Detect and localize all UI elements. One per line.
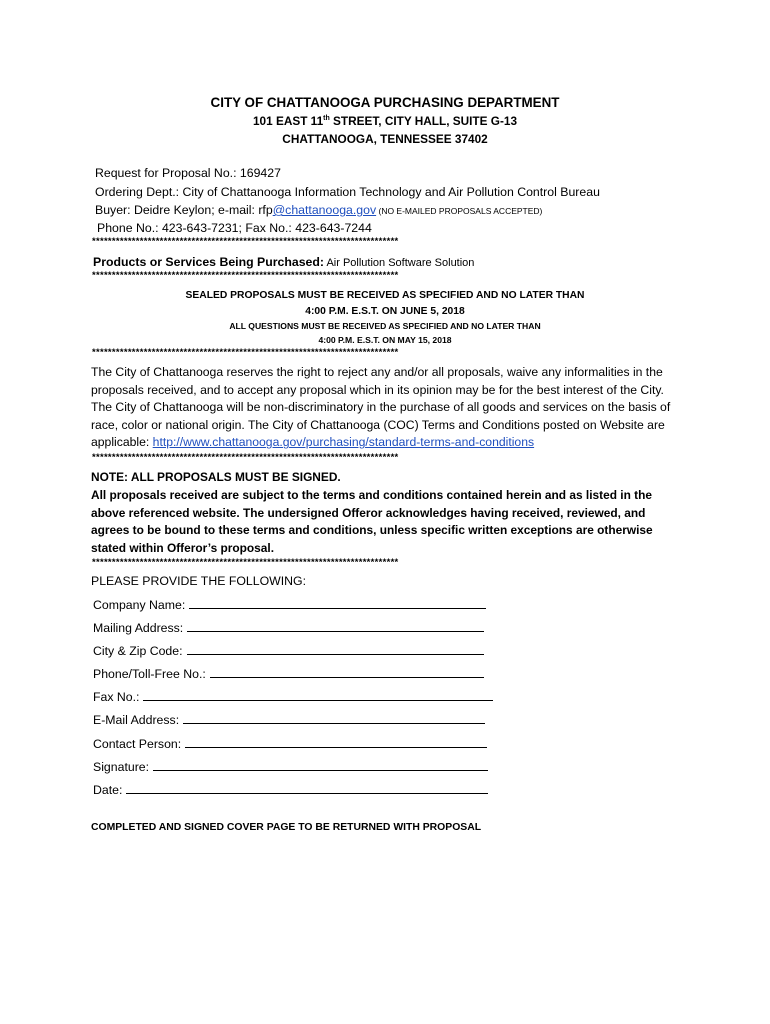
address-part-2: STREET, CITY HALL, SUITE G-13	[329, 114, 518, 128]
field-label: Phone/Toll-Free No.:	[93, 667, 206, 681]
divider-stars: *****************************************************************************	[91, 271, 398, 281]
field-label: E-Mail Address:	[93, 713, 180, 727]
ordering-dept: Ordering Dept.: City of Chattanooga Information Technology and Air Pollution Control Bureau	[95, 185, 600, 199]
city-zip-field[interactable]	[93, 642, 484, 658]
address-superscript: th	[323, 115, 330, 123]
contact-person-field[interactable]	[93, 735, 487, 751]
note-heading: NOTE: ALL PROPOSALS MUST BE SIGNED.	[91, 470, 341, 484]
phone-field[interactable]	[93, 665, 484, 681]
products-line	[93, 255, 474, 269]
buyer-line	[95, 203, 542, 217]
field-label: City & Zip Code:	[93, 644, 183, 658]
sealed-deadline-line-2: 4:00 P.M. E.S.T. ON JUNE 5, 2018	[305, 306, 465, 317]
field-label: Company Name:	[93, 598, 186, 612]
fax-line[interactable]	[143, 688, 493, 701]
note-body: All proposals received are subject to the terms and conditions contained herein and as listed in the above referenced website. The undersigned Offeror acknowledges having received, reviewed, and agrees to be bound to these terms and conditions, unless specific written exceptions are otherwise stated within Offeror’s proposal.	[91, 488, 653, 555]
phone-fax-line: Phone No.: 423-643-7231; Fax No.: 423-643-7244	[97, 221, 372, 235]
form-heading: PLEASE PROVIDE THE FOLLOWING:	[91, 574, 307, 588]
mailing-address-line[interactable]	[187, 619, 484, 632]
company-name-field[interactable]	[93, 596, 486, 612]
department-city: CHATTANOOGA, TENNESSEE 37402	[282, 132, 488, 146]
field-label: Fax No.:	[93, 690, 140, 704]
divider-stars: *****************************************************************************	[91, 558, 398, 568]
field-label: Contact Person:	[93, 737, 182, 751]
terms-link[interactable]: http://www.chattanooga.gov/purchasing/standard-terms-and-conditions	[152, 435, 535, 450]
contact-person-line[interactable]	[185, 735, 487, 748]
divider-stars: *****************************************************************************	[91, 348, 398, 358]
date-line[interactable]	[126, 781, 488, 794]
signature-line[interactable]	[153, 758, 488, 771]
email-field[interactable]	[93, 711, 485, 727]
email-note: (NO E-MAILED PROPOSALS ACCEPTED)	[376, 206, 543, 216]
products-label: Products or Services Being Purchased:	[93, 255, 324, 269]
fax-field[interactable]	[93, 688, 493, 704]
company-name-line[interactable]	[189, 596, 486, 609]
signature-field[interactable]	[93, 758, 488, 774]
products-value: Air Pollution Software Solution	[324, 257, 475, 269]
department-title: CITY OF CHATTANOOGA PURCHASING DEPARTMENT	[210, 95, 560, 110]
mailing-address-field[interactable]	[93, 619, 484, 635]
buyer-email-link[interactable]: @chattanooga.gov	[272, 203, 377, 217]
field-label: Signature:	[93, 760, 150, 774]
rfp-number: Request for Proposal No.: 169427	[95, 166, 281, 180]
sealed-deadline-line-1: SEALED PROPOSALS MUST BE RECEIVED AS SPECIFIED AND NO LATER THAN	[185, 290, 585, 301]
reserve-paragraph	[91, 364, 681, 452]
questions-deadline-line-1: ALL QUESTIONS MUST BE RECEIVED AS SPECIFIED AND NO LATER THAN	[229, 321, 541, 331]
divider-stars: *****************************************************************************	[91, 237, 398, 247]
department-address	[0, 114, 770, 128]
questions-deadline-line-2: 4:00 P.M. E.S.T. ON MAY 15, 2018	[318, 335, 452, 345]
city-zip-line[interactable]	[187, 642, 484, 655]
field-label: Mailing Address:	[93, 621, 184, 635]
email-line[interactable]	[183, 711, 485, 724]
phone-line[interactable]	[210, 665, 484, 678]
buyer-text: Buyer: Deidre Keylon; e-mail: rfp	[95, 203, 273, 217]
divider-stars: *****************************************************************************	[91, 453, 398, 463]
reserve-text: The City of Chattanooga reserves the right to reject any and/or all proposals, waive any informalities in the proposals received, and to accept any proposal which in its opinion may be for the best interest of the City. The City of Chattanooga will be non-discriminatory in the purchase of all goods and services on the basis of race, color or national origin. The City of Chattanooga (COC) Terms and Conditions posted on Website are applicable:	[91, 365, 671, 450]
date-field[interactable]	[93, 781, 488, 797]
address-part-1: 101 EAST 11	[252, 114, 324, 128]
return-instruction: COMPLETED AND SIGNED COVER PAGE TO BE RETURNED WITH PROPOSAL	[91, 822, 482, 833]
field-label: Date:	[93, 783, 123, 797]
